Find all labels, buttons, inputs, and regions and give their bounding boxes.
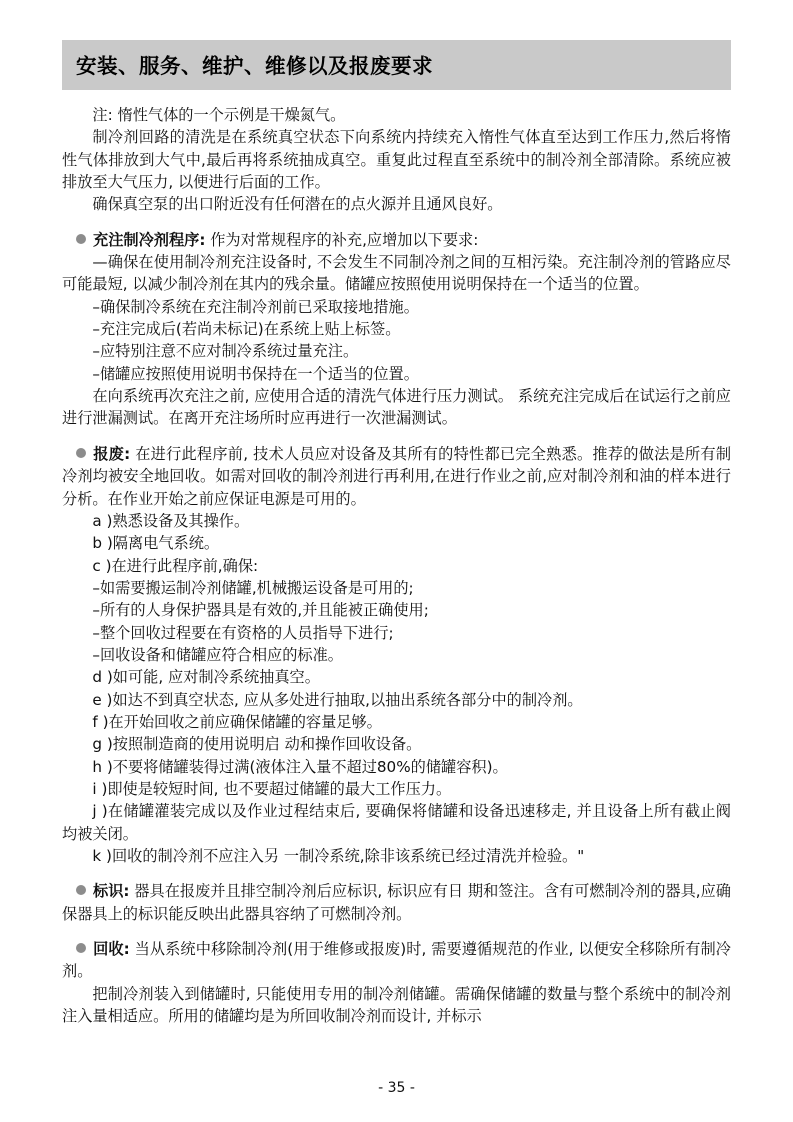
bullet-paragraph <box>62 880 731 925</box>
paragraph: –回收设备和储罐应符合相应的标准。 <box>92 645 343 664</box>
bullet-paragraph <box>62 443 731 510</box>
paragraph: 在向系统再次充注之前, 应使用合适的清洗气体进行压力测试。 系统充注完成后在试运行之前应进行泄漏测试。在离开充注场所时应再进行一次泄漏测试。 <box>62 387 731 428</box>
section-heading-bar <box>62 40 731 90</box>
bullet-paragraph <box>62 229 731 251</box>
paragraph: 把制冷剂装入到储罐时, 只能使用专用的制冷剂储罐。需确保储罐的数量与整个系统中的制冷剂注入量相适应。所用的储罐均是为所回收制冷剂而设计, 并标示 <box>62 984 731 1026</box>
paragraph: k )回收的制冷剂不应注入另 一制冷系统,除非该系统已经过清洗并检验。" <box>92 847 585 865</box>
paragraph: –确保制冷系统在充注制冷剂前已采取接地措施。 <box>92 297 419 316</box>
paragraph: –如需要搬运制冷剂储罐,机械搬运设备是可用的; <box>92 578 414 597</box>
paragraph: –所有的人身保护器具是有效的,并且能被正确使用; <box>92 601 429 620</box>
paragraph: –应特别注意不应对制冷系统过量充注。 <box>92 342 359 361</box>
paragraph: 注: 惰性气体的一个示例是干燥氮气。 <box>92 106 346 124</box>
paragraph: g )按照制造商的使用说明启 动和操作回收设备。 <box>92 735 422 754</box>
paragraph: b )隔离电气系统。 <box>92 534 220 553</box>
paragraph: f )在开始回收之前应确保储罐的容量足够。 <box>92 712 382 731</box>
paragraph: –整个回收过程要在有资格的人员指导下进行; <box>92 623 394 642</box>
spacer <box>62 925 731 936</box>
paragraph: c )在进行此程序前,确保: <box>92 556 259 575</box>
bullet-lead: 回收: <box>93 940 130 959</box>
paragraph: i )即使是较短时间, 也不要超过储罐的最大工作压力。 <box>92 779 452 798</box>
bullet-lead: 充注制冷剂程序: <box>93 230 206 249</box>
bullet-text: 当从系统中移除制冷剂(用于维修或报废)时, 需要遵循规范的作业, 以便安全移除所有制冷剂。 <box>62 940 731 981</box>
bullet-text: 器具在报废并且排空制冷剂后应标识, 标识应有日 期和签注。含有可燃制冷剂的器具,应确保器具上的标识能反映出此器具容纳了可燃制冷剂。 <box>62 882 731 923</box>
paragraph: —确保在使用制冷剂充注设备时, 不会发生不同制冷剂之间的互相污染。充注制冷剂的管路应尽可能最短, 以减少制冷剂在其内的残余量。储罐应按照使用说明保持在一个适当的位置。 <box>62 253 731 294</box>
paragraph: –充注完成后(若尚未标记)在系统上贴上标签。 <box>92 320 401 339</box>
bullet-paragraph <box>62 938 731 983</box>
spacer <box>62 430 731 441</box>
page-number: - 35 - <box>378 1080 415 1096</box>
paragraph: h )不要将储罐装得过满(液体注入量不超过80%的储罐容积)。 <box>92 757 508 776</box>
paragraph: d )如可能, 应对制冷系统抽真空。 <box>92 668 320 687</box>
bullet-dot-icon <box>76 943 86 953</box>
bullet-text: 作为对常规程序的补充,应增加以下要求: <box>205 230 479 249</box>
bullet-dot-icon <box>76 885 86 895</box>
paragraph: j )在储罐灌装完成以及作业过程结束后, 要确保将储罐和设备迅速移走, 并且设备上所有截止阀均被关闭。 <box>62 802 731 843</box>
paragraph: 确保真空泵的出口附近没有任何潜在的点火源并且通风良好。 <box>92 195 503 214</box>
bullet-text: 在进行此程序前, 技术人员应对设备及其所有的特性都已完全熟悉。推荐的做法是所有制冷剂均被安全地回收。如需对回收的制冷剂进行再利用,在进行作业之前,应对制冷剂和油的样本进行分析。在作业开始之前应保证电源是可用的。 <box>62 444 732 508</box>
bullet-lead: 标识: <box>93 882 130 901</box>
page-title: 安装、服务、维护、维修以及报废要求 <box>76 54 433 78</box>
spacer <box>62 867 731 878</box>
bullet-dot-icon <box>76 448 86 458</box>
bullet-lead: 报废: <box>93 444 131 463</box>
paragraph: 制冷剂回路的清洗是在系统真空状态下向系统内持续充入惰性气体直至达到工作压力,然后将惰性气体排放到大气中,最后再将系统抽成真空。重复此过程直至系统中的制冷剂全部清除。系统应被排放至大气压力, 以便进行后面的工作。 <box>62 128 731 192</box>
document-body <box>62 104 731 1027</box>
paragraph: e )如达不到真空状态, 应从多处进行抽取,以抽出系统各部分中的制冷剂。 <box>92 690 583 709</box>
spacer <box>62 216 731 227</box>
paragraph: a )熟悉设备及其操作。 <box>92 511 250 530</box>
paragraph: –储罐应按照使用说明书保持在一个适当的位置。 <box>92 364 419 383</box>
bullet-dot-icon <box>76 234 86 244</box>
